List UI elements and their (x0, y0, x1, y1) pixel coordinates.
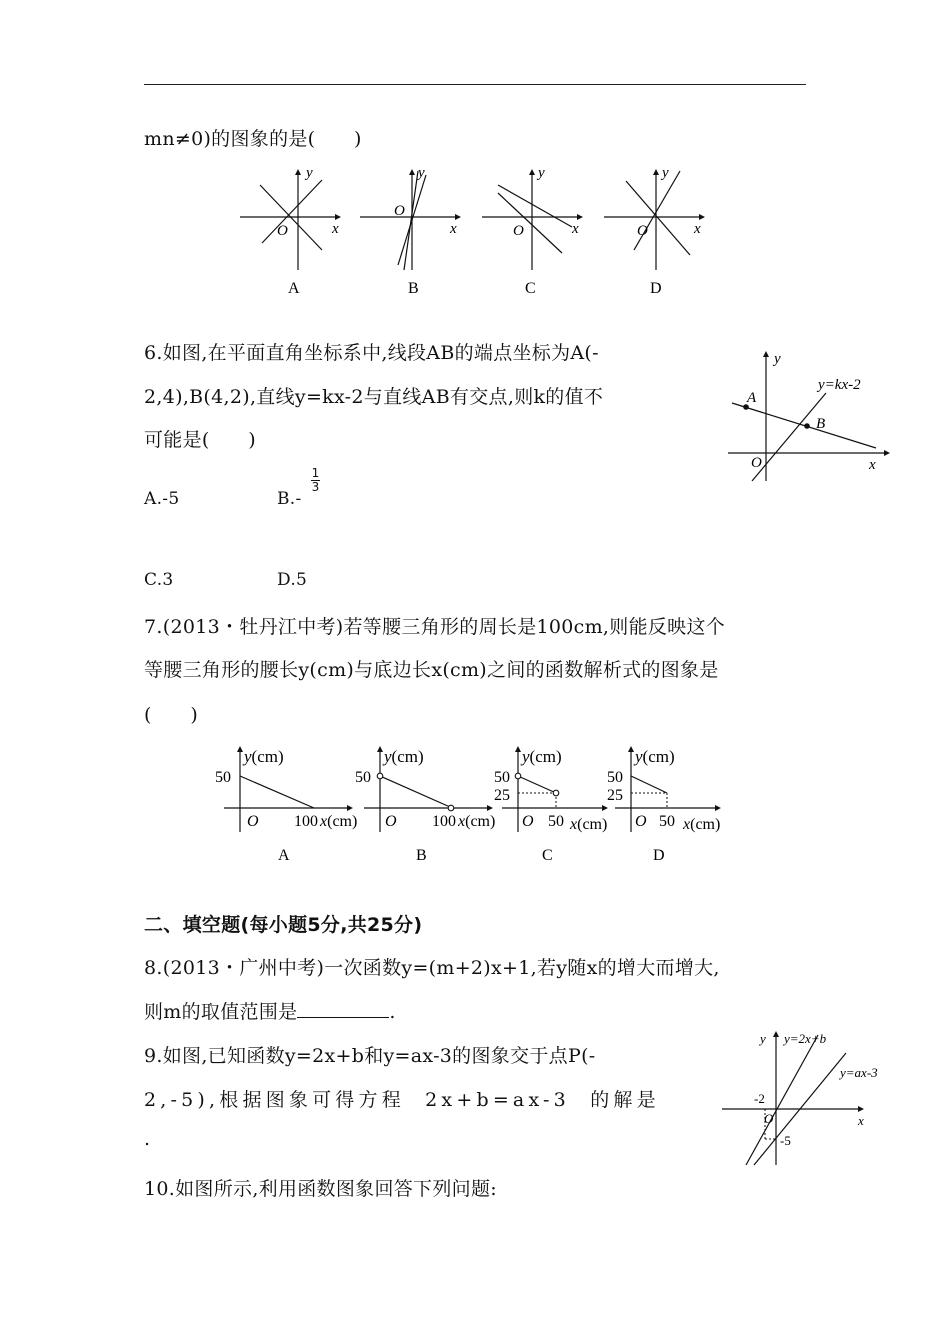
line-label: y=kx-2 (818, 377, 861, 393)
y-tick-50: 50 (355, 769, 371, 786)
axis-x-label: x (858, 1113, 864, 1128)
origin-label: O (385, 813, 397, 830)
header-rule (144, 84, 806, 85)
q6-option-a: A.-5 (144, 489, 180, 509)
y-tick-50: 50 (494, 769, 510, 786)
axis-y-label: y (662, 165, 669, 181)
x-tick-100: 100 (432, 813, 456, 830)
answer-blank[interactable] (297, 999, 389, 1018)
axis-x-label: x (572, 221, 579, 237)
origin-label: O (513, 223, 524, 239)
y-axis-label: y(cm) (244, 747, 284, 766)
origin-label: O (751, 455, 762, 471)
x-axis-label: x(cm) (570, 816, 608, 833)
origin-label: O (522, 813, 534, 830)
point-a-label: A (747, 390, 757, 406)
q6-option-d: D.5 (277, 570, 308, 590)
point-b-label: B (816, 416, 826, 432)
q6-option-b-fraction: 1 3 (311, 466, 320, 494)
y-tick-50: 50 (607, 769, 623, 786)
line-1-label: y=2x+b (784, 1031, 827, 1046)
axis-x-label: x (450, 221, 457, 237)
q6-line3: 可能是( ) (144, 429, 256, 451)
q7-line2: 等腰三角形的腰长y(cm)与底边长x(cm)之间的函数解析式的图象是 (144, 659, 719, 681)
q7-line1: 7.(2013・牡丹江中考)若等腰三角形的周长是100cm,则能反映这个 (144, 616, 726, 638)
axis-y-label: y (538, 165, 545, 181)
y-tick-25: 25 (494, 787, 510, 804)
q7-line3: ( ) (144, 704, 199, 726)
q5-graph-a (240, 165, 340, 295)
axis-y-label: y (418, 165, 425, 181)
x-axis-label: x(cm) (458, 813, 496, 830)
y-axis-label: y(cm) (522, 747, 562, 766)
y-axis-label: y(cm) (384, 747, 424, 766)
x-tick-minus-2: -2 (754, 1091, 765, 1106)
x-axis-label: x(cm) (320, 813, 358, 830)
graph-label: C (542, 847, 553, 864)
y-axis-label: y(cm) (635, 747, 675, 766)
x-axis-label: x(cm) (683, 816, 721, 833)
axis-x-label: x (694, 221, 701, 237)
q10-line1: 10.如图所示,利用函数图象回答下列问题: (144, 1178, 497, 1200)
q6-option-b: B.- (277, 489, 302, 509)
q8-line2: 则m的取值范围是 . (144, 1001, 396, 1023)
q9-line1: 9.如图,已知函数y=2x+b和y=ax-3的图象交于点P(- (144, 1045, 596, 1067)
graph-label: D (653, 847, 665, 864)
q6-option-c: C.3 (144, 570, 174, 590)
graph-label: A (288, 280, 300, 297)
graph-label: D (650, 280, 662, 297)
q9-line2: 2,-5),根据图象可得方程 2x+b=ax-3 的解是 (144, 1089, 660, 1111)
x-tick-50: 50 (659, 813, 675, 830)
axis-y-label: y (774, 351, 781, 367)
q9-line3: . (144, 1128, 151, 1150)
axis-x-label: x (332, 221, 339, 237)
origin-label: O (394, 203, 405, 219)
axis-x-label: x (869, 457, 876, 473)
y-tick-minus-5: -5 (780, 1133, 791, 1148)
section-heading: 二、填空题(每小题5分,共25分) (144, 914, 423, 936)
origin-label: O (637, 223, 648, 239)
line-2-label: y=ax-3 (840, 1065, 878, 1080)
graph-label: B (408, 280, 419, 297)
x-tick-100: 100 (294, 813, 318, 830)
q7-graph-a (212, 744, 372, 869)
axis-y-label: y (760, 1031, 766, 1046)
graph-label: A (278, 847, 290, 864)
graph-label: B (416, 847, 427, 864)
origin-label: O (247, 813, 259, 830)
y-tick-25: 25 (607, 787, 623, 804)
origin-label: O (764, 1111, 774, 1126)
graph-label: C (525, 280, 536, 297)
axis-y-label: y (306, 165, 313, 181)
origin-label: O (277, 223, 288, 239)
q5-text: mn≠0)的图象的是( ) (144, 128, 362, 150)
q6-line2: 2,4),B(4,2),直线y=kx-2与直线AB有交点,则k的值不 (144, 386, 604, 408)
origin-label: O (635, 813, 647, 830)
q5-graph-c (482, 165, 582, 295)
q9-figure (718, 1025, 898, 1170)
x-tick-50: 50 (548, 813, 564, 830)
y-tick-50: 50 (215, 769, 231, 786)
q7-graph-c (490, 744, 620, 869)
q6-figure (726, 345, 896, 485)
q7-graph-d (603, 744, 733, 869)
q5-graph-d (604, 165, 704, 295)
q5-graph-b (360, 165, 460, 295)
q7-graph-b (352, 744, 512, 869)
q8-line1: 8.(2013・广州中考)一次函数y=(m+2)x+1,若y随x的增大而增大, (144, 957, 720, 979)
q6-line1: 6.如图,在平面直角坐标系中,线段AB的端点坐标为A(- (144, 342, 599, 364)
